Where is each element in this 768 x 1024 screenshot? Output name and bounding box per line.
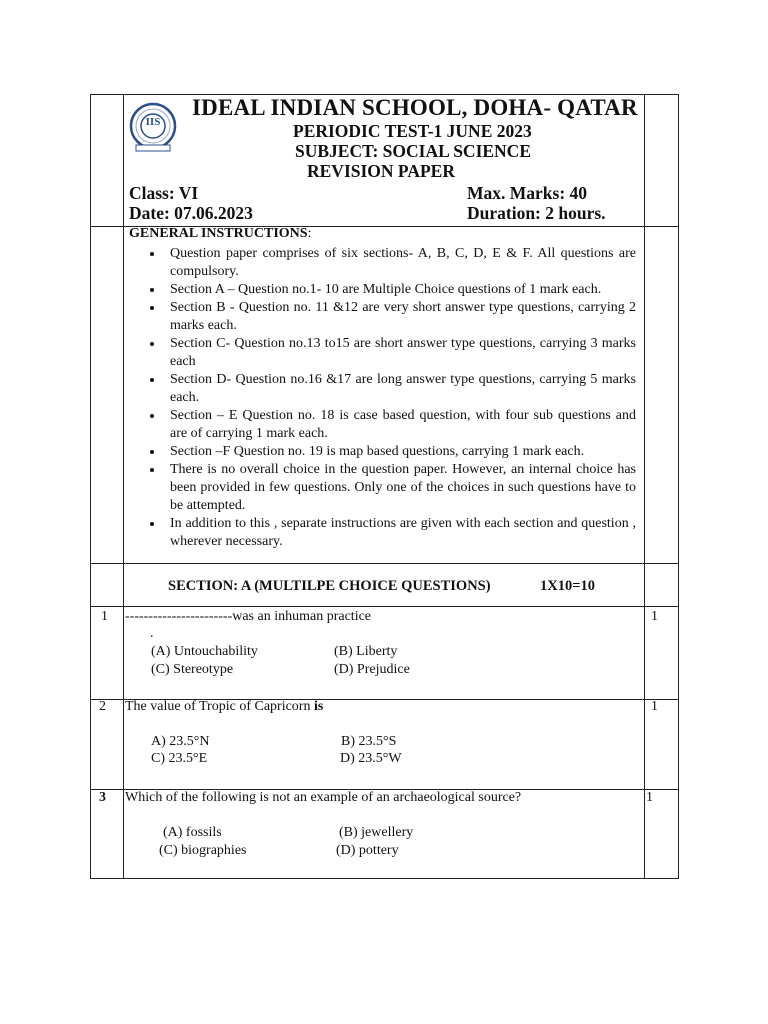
option-b: (B) Liberty	[334, 644, 398, 659]
section-a-title: SECTION: A (MULTILPE CHOICE QUESTIONS)	[168, 578, 491, 594]
instruction-item: • Section –F Question no. 19 is map based questions, carrying 1 mark each.	[164, 443, 636, 461]
instruction-item: • Section – E Question no. 18 is case based question, with four sub questions and are of carrying 1 mark each.	[164, 407, 636, 443]
question-marks: 1	[651, 699, 658, 714]
instruction-item: • Section D- Question no.16 &17 are long answer type questions, carrying 5 marks each.	[164, 371, 636, 407]
option-d: (D) Prejudice	[334, 662, 410, 677]
instruction-item: • There is no overall choice in the question paper. However, an internal choice has been provided in few questions. Only one of the choices in such questions have to be attempted.	[164, 461, 636, 515]
question-text: -----------------------was an inhuman practice	[125, 609, 372, 624]
question-text	[125, 699, 323, 715]
exam-date: Date: 07.06.2023	[129, 203, 253, 223]
option-a: A) 23.5°N	[151, 734, 210, 749]
exam-duration: Duration: 2 hours.	[467, 203, 606, 223]
test-title: PERIODIC TEST-1 JUNE 2023	[293, 121, 532, 141]
instruction-item: • In addition to this , separate instructions are given with each section and question , wherever necessary.	[164, 515, 636, 551]
question-extra: .	[150, 626, 154, 641]
column-divider-marks	[644, 95, 645, 878]
option-c: C) 23.5°E	[151, 751, 208, 766]
logo-text: IIS	[145, 116, 161, 128]
instruction-item: • Section C- Question no.13 to15 are short answer type questions, carrying 3 marks each	[164, 335, 636, 371]
instructions-list	[146, 245, 636, 551]
column-divider-number	[123, 95, 124, 878]
question-text: Which of the following is not an example of an archaeological source?	[125, 790, 522, 805]
question-number: 2	[99, 699, 106, 714]
option-a: (A) Untouchability	[151, 644, 258, 659]
instructions-title	[129, 226, 311, 242]
option-c: (C) Stereotype	[151, 662, 234, 677]
option-d: D) 23.5°W	[340, 751, 402, 766]
subject-title: SUBJECT: SOCIAL SCIENCE	[295, 141, 531, 161]
instruction-item: • Section A – Question no.1- 10 are Multiple Choice questions of 1 mark each.	[164, 281, 636, 299]
school-logo	[126, 102, 180, 156]
instruction-item: • Section B - Question no. 11 &12 are very short answer type questions, carrying 2 marks each.	[164, 299, 636, 335]
option-c: (C) biographies	[159, 843, 247, 858]
option-a: (A) fossils	[163, 825, 222, 840]
max-marks: Max. Marks: 40	[467, 183, 588, 203]
class-label: Class: VI	[129, 183, 199, 203]
question-marks: 1	[646, 790, 653, 805]
option-d: (D) pottery	[336, 843, 399, 858]
question-marks: 1	[651, 609, 658, 624]
option-b: (B) jewellery	[339, 825, 414, 840]
paper-title: REVISION PAPER	[307, 161, 455, 181]
school-name: IDEAL INDIAN SCHOOL, DOHA- QATAR	[192, 95, 638, 120]
question-text-main: The value of Tropic of Capricorn	[125, 699, 311, 714]
option-b: B) 23.5°S	[341, 734, 397, 749]
row-divider-section	[91, 606, 678, 607]
section-a-marks: 1X10=10	[540, 578, 595, 594]
instructions-title-text: GENERAL INSTRUCTIONS	[129, 226, 308, 241]
row-divider-instructions	[91, 563, 678, 564]
question-text-bold: is	[313, 699, 324, 714]
logo-emblem-icon	[126, 102, 180, 156]
instruction-item: • Question paper comprises of six sections- A, B, C, D, E & F. All questions are compulsory.	[164, 245, 636, 281]
question-number: 3	[99, 790, 106, 805]
question-number: 1	[101, 609, 108, 624]
instructions-title-colon: :	[307, 226, 312, 241]
